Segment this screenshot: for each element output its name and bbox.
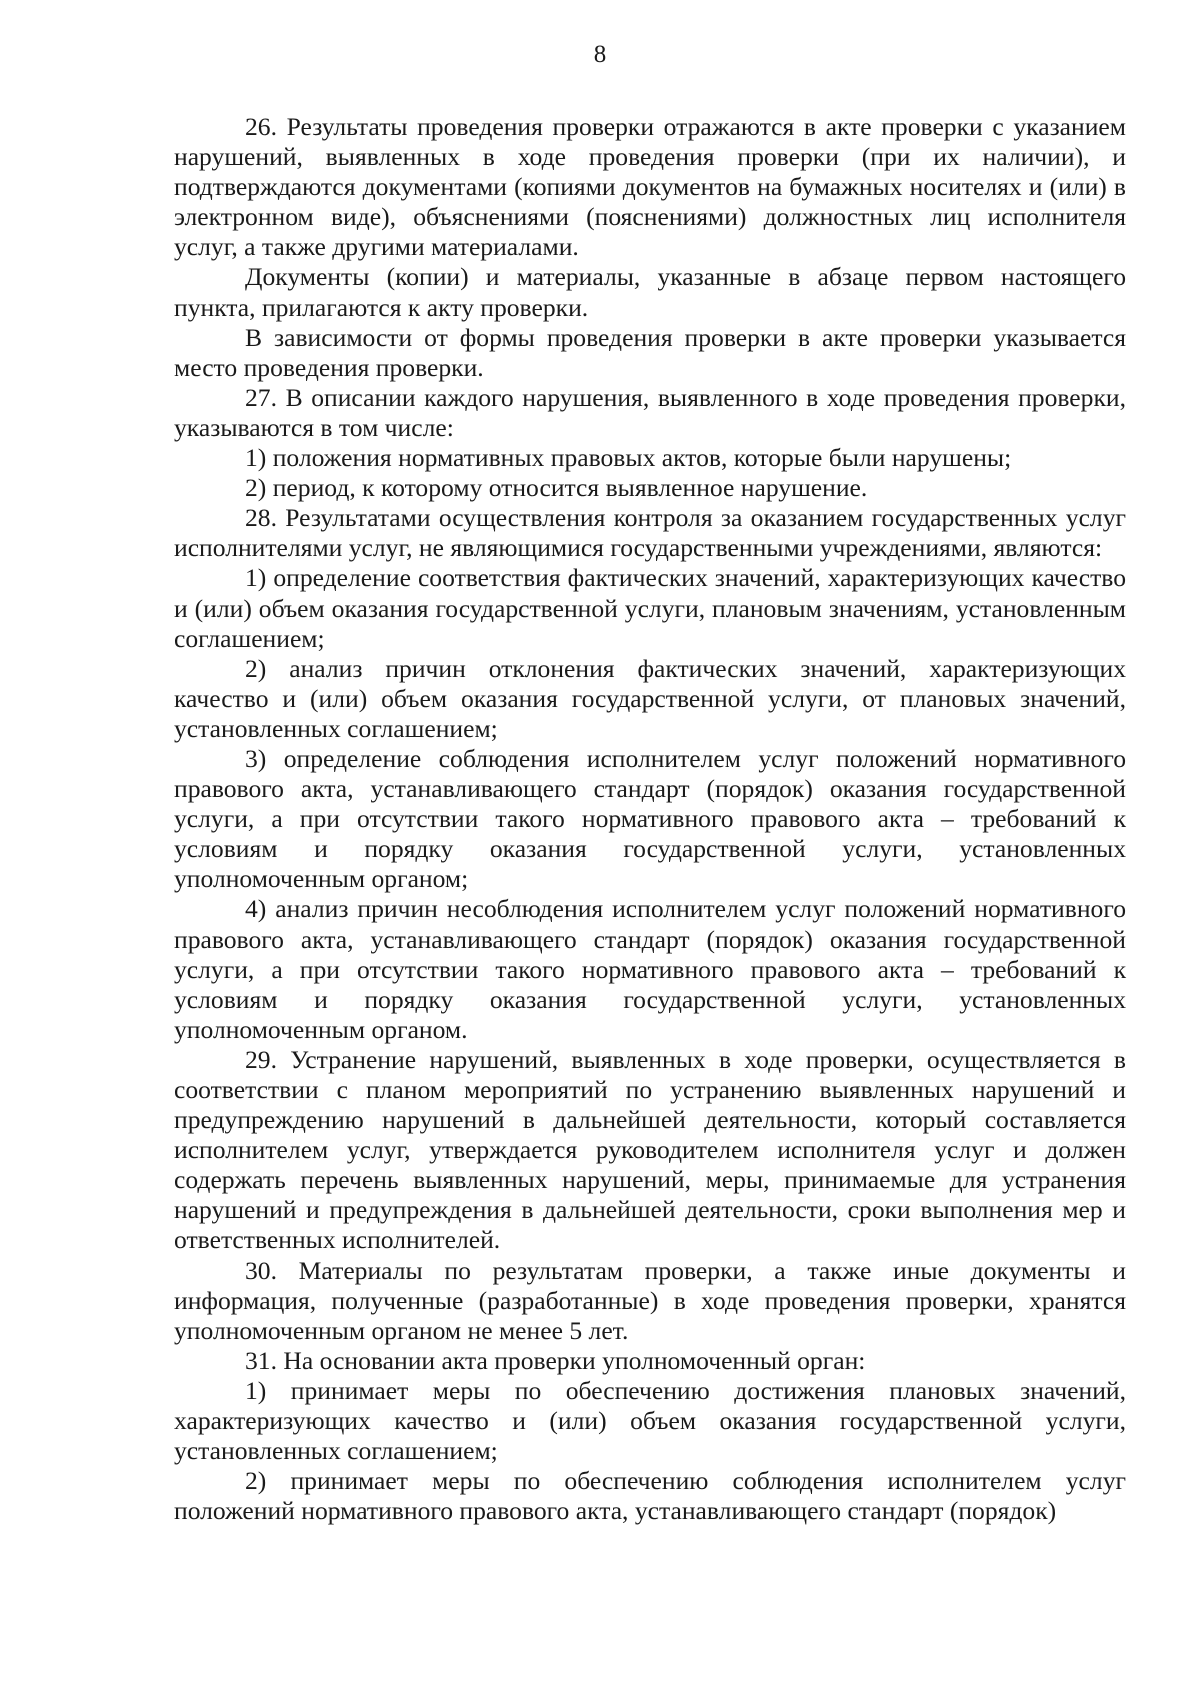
- paragraph-28-item-1: 1) определение соответствия фактических значений, характеризующих качество и (или) объем оказания государственной услуги, плановым значениям, установленным соглашением;: [174, 563, 1126, 653]
- document-body: [174, 112, 1126, 1526]
- paragraph-27-item-2: 2) период, к которому относится выявленное нарушение.: [245, 473, 868, 503]
- paragraph-28-item-4: 4) анализ причин несоблюдения исполнителем услуг положений нормативного правового акта, устанавливающего стандарт (порядок) оказания государственной услуги, а при отсутствии такого нормативного правового акта – требований к условиям и порядку оказания государственной услуги, установленных уполномоченным органом.: [174, 894, 1126, 1044]
- paragraph-30: 30. Материалы по результатам проверки, а также иные документы и информация, полученные (разработанные) в ходе проведения проверки, хранятся уполномоченным органом не менее 5 лет.: [174, 1255, 1126, 1345]
- page-number: 8: [593, 41, 607, 68]
- paragraph-26-documents: Документы (копии) и материалы, указанные в абзаце первом настоящего пункта, прилагаются к акту проверки.: [174, 262, 1126, 322]
- paragraph-29: 29. Устранение нарушений, выявленных в ходе проверки, осуществляется в соответствии с планом мероприятий по устранению выявленных нарушений и предупреждению нарушений в дальнейшей деятельности, который составляется исполнителем услуг, утверждается руководителем исполнителя услуг и должен содержать перечень выявленных нарушений, меры, принимаемые для устранения нарушений и предупреждения в дальнейшей деятельности, сроки выполнения мер и ответственных исполнителей.: [174, 1044, 1126, 1255]
- paragraph-27: 27. В описании каждого нарушения, выявленного в ходе проведения проверки, указываются в том числе:: [174, 382, 1126, 442]
- paragraph-27-item-1: 1) положения нормативных правовых актов, которые были нарушены;: [245, 443, 1012, 473]
- paragraph-28-item-2: 2) анализ причин отклонения фактических значений, характеризующих качество и (или) объем оказания государственной услуги, от плановых значений, установленных соглашением;: [174, 653, 1126, 743]
- paragraph-26-location: В зависимости от формы проведения проверки в акте проверки указывается место проведения проверки.: [174, 322, 1126, 382]
- paragraph-31-item-1: 1) принимает меры по обеспечению достижения плановых значений, характеризующих качество и (или) объем оказания государственной услуги, установленных соглашением;: [174, 1375, 1126, 1466]
- paragraph-26: 26. Результаты проведения проверки отражаются в акте проверки с указанием нарушений, выявленных в ходе проведения проверки (при их наличии), и подтверждаются документами (копиями документов на бумажных носителях и (или) в электронном виде), объяснениями (пояснениями) должностных лиц исполнителя услуг, а также другими материалами.: [174, 112, 1126, 262]
- paragraph-31: 31. На основании акта проверки уполномоченный орган:: [245, 1345, 866, 1375]
- paragraph-28: 28. Результатами осуществления контроля за оказанием государственных услуг исполнителями услуг, не являющимися государственными учреждениями, являются:: [174, 503, 1126, 563]
- paragraph-31-item-2: 2) принимает меры по обеспечению соблюдения исполнителем услуг положений нормативного правового акта, устанавливающего стандарт (порядок): [174, 1466, 1126, 1526]
- paragraph-28-item-3: 3) определение соблюдения исполнителем услуг положений нормативного правового акта, устанавливающего стандарт (порядок) оказания государственной услуги, а при отсутствии такого нормативного правового акта – требований к условиям и порядку оказания государственной услуги, установленных уполномоченным органом;: [174, 743, 1126, 894]
